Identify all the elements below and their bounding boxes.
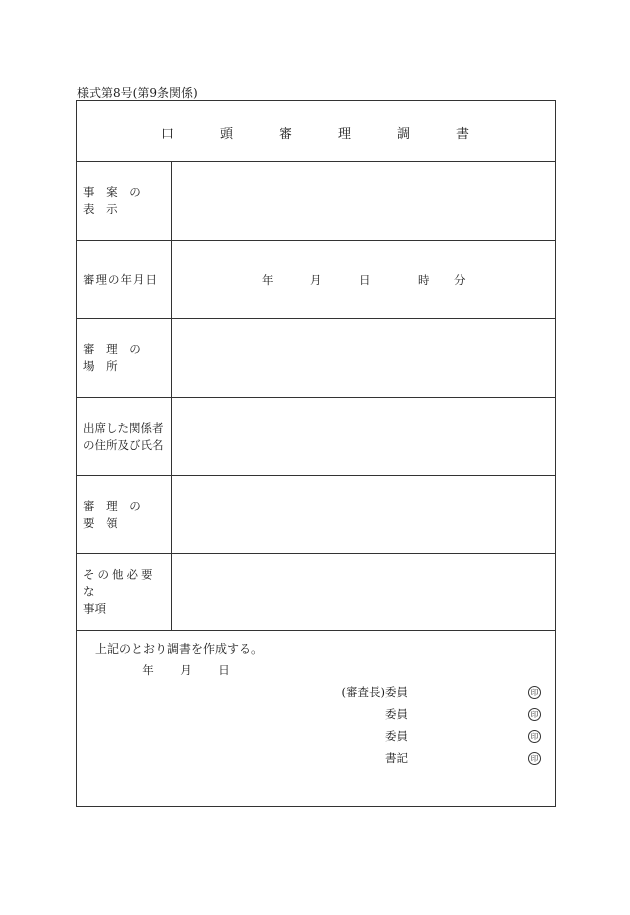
issue-date: [129, 662, 243, 678]
title-char: 審: [278, 127, 294, 142]
issue-month-unit: 月: [180, 663, 192, 677]
title-char: 調: [397, 127, 413, 142]
attendees-label-line1: 出席した関係者: [83, 420, 164, 435]
other-matters-row: [77, 554, 555, 631]
other-matters-label-line1: その他必要な: [83, 567, 156, 599]
seal-icon: 印: [528, 752, 541, 765]
case-description-label: 事 案 の 表 示: [83, 185, 145, 216]
label-cell: [77, 476, 172, 553]
title-char: 理: [338, 127, 354, 142]
month-unit: 月: [310, 272, 322, 287]
case-description-row: [77, 162, 555, 241]
hearing-date-label: 審理の年月日: [83, 272, 158, 286]
title-char: 書: [456, 127, 472, 142]
other-matters-label-line2: 事項: [83, 601, 106, 616]
attendees-label: [83, 420, 167, 454]
day-unit: 日: [359, 272, 371, 287]
hearing-summary-label: 審 理 の 要 領: [83, 498, 145, 530]
label-cell: [77, 241, 172, 318]
other-matters-label: [83, 567, 167, 618]
label-cell: [77, 554, 172, 630]
hearing-date-row: [77, 241, 555, 319]
seal-icon: 印: [528, 730, 541, 743]
attendees-row: [77, 398, 555, 476]
attendees-label-line2: の住所及び氏名: [83, 437, 164, 452]
seal-icon: 印: [528, 686, 541, 699]
signature-role: 書記: [385, 751, 408, 765]
hour-unit: 時: [418, 272, 430, 287]
form-number: 様式第8号(第9条関係): [77, 86, 198, 100]
title-row: [77, 101, 555, 162]
signature-role: (審査長)委員: [341, 685, 408, 699]
title-char: 頭: [219, 127, 235, 142]
hearing-place-label: 審 理 の 場 所: [83, 342, 145, 373]
signature-role: 委員: [385, 729, 408, 743]
signature-role: 委員: [385, 707, 408, 721]
statement-text: 上記のとおり調書を作成する。: [95, 642, 264, 656]
year-unit: 年: [262, 272, 274, 287]
label-cell: [77, 319, 172, 397]
issue-day-unit: 日: [218, 663, 230, 677]
label-cell: [77, 398, 172, 475]
statement-section: [77, 631, 555, 808]
label-cell: [77, 162, 172, 240]
form-title: [77, 123, 555, 142]
hearing-place-row: [77, 319, 555, 398]
issue-year-unit: 年: [142, 663, 154, 677]
seal-icon: 印: [528, 708, 541, 721]
oral-hearing-record-form: [76, 100, 556, 807]
hearing-summary-row: [77, 476, 555, 554]
minute-unit: 分: [454, 272, 466, 287]
title-char: 口: [160, 127, 176, 142]
